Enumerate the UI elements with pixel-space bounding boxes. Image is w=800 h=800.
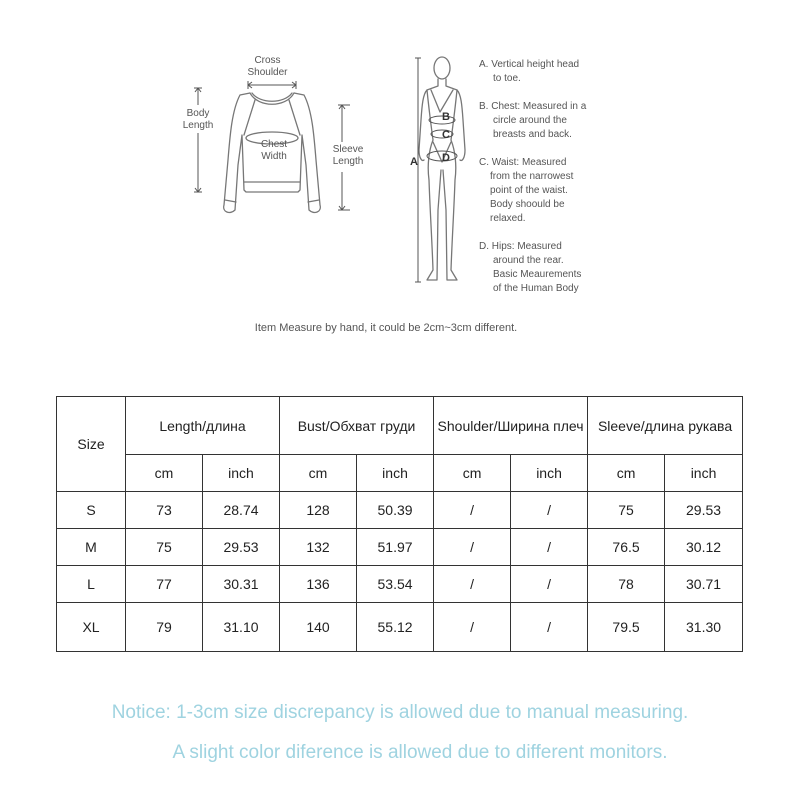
size-cell: L [57,566,126,603]
body-length-label-line1: Body [186,108,210,119]
marker-a: A [410,156,418,168]
body-length-label-line2: Length [182,120,214,131]
table-cell: / [434,529,511,566]
table-row [57,529,743,566]
table-cell: 76.5 [588,529,665,566]
table-row [57,566,743,603]
legend-c [479,156,609,226]
table-cell: / [511,603,588,652]
chest-width-label [252,139,296,163]
table-cell: / [434,492,511,529]
size-cell: XL [57,603,126,652]
table-cell: 31.10 [203,603,280,652]
measure-note: Item Measure by hand, it could be 2cm~3cm different. [254,322,518,334]
table-row [57,603,743,652]
cross-shoulder-label-line1: Cross [254,55,281,66]
table-cell: 29.53 [665,492,743,529]
legend-b-head: B. Chest: Measured in a [479,101,587,112]
table-row [57,492,743,529]
table-cell: 75 [588,492,665,529]
unit-cell: cm [126,455,203,492]
marker-c: C [442,129,450,141]
table-cell: 31.30 [665,603,743,652]
chest-width-label-line2: Width [261,151,287,162]
unit-cell: inch [665,455,743,492]
legend-b-line1: circle around the [493,115,567,126]
table-cell: 140 [280,603,357,652]
unit-cell: inch [511,455,588,492]
legend-c-head: C. Waist: Measured [479,157,567,168]
human-body-diagram [405,50,480,290]
table-header-row [57,397,743,455]
unit-cell: cm [280,455,357,492]
table-cell: 79 [126,603,203,652]
unit-cell: inch [203,455,280,492]
bust-header: Bust/Обхват груди [280,397,434,455]
unit-cell: cm [588,455,665,492]
legend-c-line3: Body shoould be [490,199,565,210]
legend-c-line4: relaxed. [490,213,526,224]
notice-measuring: Notice: 1-3cm size discrepancy is allowed due to manual measuring. [111,702,689,723]
table-cell: 30.12 [665,529,743,566]
table-cell: 79.5 [588,603,665,652]
sleeve-length-label [326,144,370,168]
marker-d: D [442,152,450,164]
table-cell: 30.31 [203,566,280,603]
table-cell: 75 [126,529,203,566]
chest-width-label-line1: Chest [260,139,288,150]
table-cell: 78 [588,566,665,603]
table-unit-row [57,455,743,492]
table-cell: 30.71 [665,566,743,603]
notice-color: A slight color diference is allowed due to different monitors. [172,742,668,763]
table-cell: / [511,529,588,566]
marker-b: B [442,111,450,123]
size-cell: M [57,529,126,566]
table-cell: 53.54 [357,566,434,603]
legend-d [479,240,609,296]
table-cell: / [511,492,588,529]
table-cell: / [434,603,511,652]
table-cell: 28.74 [203,492,280,529]
table-cell: 132 [280,529,357,566]
sleeve-header: Sleeve/длина рукава [588,397,743,455]
size-header: Size [57,397,126,492]
table-cell: 50.39 [357,492,434,529]
cross-shoulder-label-line2: Shoulder [247,67,288,78]
length-header: Length/длина [126,397,280,455]
legend-c-line2: point of the waist. [490,185,568,196]
table-cell: 136 [280,566,357,603]
unit-cell: inch [357,455,434,492]
shoulder-header: Shoulder/Ширина плеч [434,397,588,455]
legend-d-line2: Basic Meaurements [493,269,582,280]
body-length-label [180,108,216,132]
cross-shoulder-label [240,55,295,79]
legend-b-line2: breasts and back. [493,129,572,140]
table-cell: 51.97 [357,529,434,566]
legend-a-head: A. Vertical height head [479,59,580,70]
legend-a [479,58,609,86]
sleeve-length-label-line1: Sleeve [332,144,364,155]
sleeve-length-label-line2: Length [332,156,364,167]
size-cell: S [57,492,126,529]
legend-d-line3: of the Human Body [493,283,579,294]
table-cell: 29.53 [203,529,280,566]
size-chart-table [56,396,743,652]
table-cell: / [434,566,511,603]
table-cell: 128 [280,492,357,529]
legend-a-line1: to toe. [493,73,521,84]
legend-b [479,100,609,142]
unit-cell: cm [434,455,511,492]
table-cell: 77 [126,566,203,603]
table-cell: 73 [126,492,203,529]
table-cell: / [511,566,588,603]
table-cell: 55.12 [357,603,434,652]
legend-d-head: D. Hips: Measured [479,241,562,252]
legend-c-line1: from the narrowest [490,171,574,182]
legend-d-line1: around the rear. [493,255,564,266]
